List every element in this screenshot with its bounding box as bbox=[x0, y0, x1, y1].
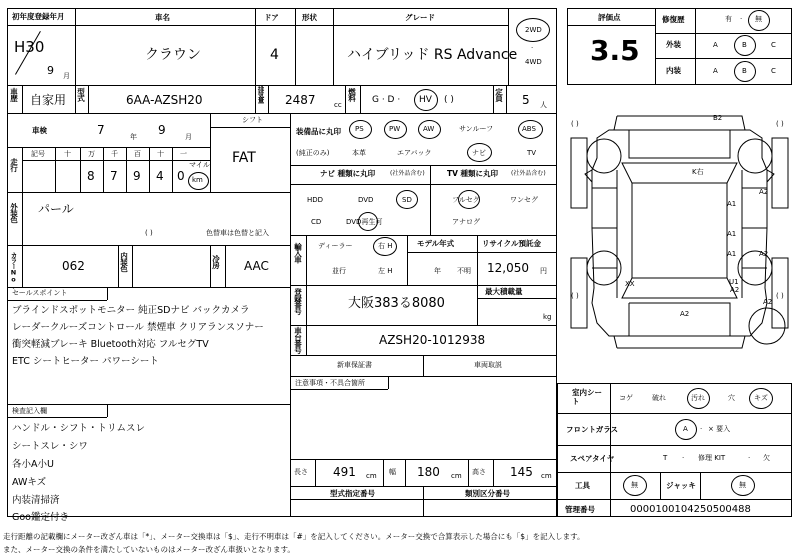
interior-label: 室内シート bbox=[572, 388, 602, 406]
disp-unit: cc bbox=[334, 101, 342, 109]
interior-yabure: 破れ bbox=[652, 394, 666, 402]
model-year-unit: 年 bbox=[434, 267, 441, 275]
ac: AAC bbox=[244, 259, 269, 273]
digit-3: 4 bbox=[156, 169, 164, 183]
wid-label: 幅 bbox=[389, 468, 396, 476]
mileage-label: 走行 bbox=[9, 158, 19, 171]
digit-2: 9 bbox=[133, 169, 141, 183]
dmg-xx: XX bbox=[625, 280, 635, 288]
navi-sub: (社外品含む) bbox=[390, 170, 425, 177]
mileage-sym-label: 記号 bbox=[31, 150, 45, 158]
equip-aw: AW bbox=[423, 125, 435, 133]
equip-leather: 本革 bbox=[352, 149, 366, 157]
interior-ana: 穴 bbox=[728, 394, 735, 402]
reg-label: 初年度登録年月 bbox=[12, 12, 65, 21]
repair-label: 修復歴 bbox=[662, 15, 685, 24]
spare-none: 欠 bbox=[763, 454, 770, 462]
recycle-label: リサイクル預託金 bbox=[482, 239, 541, 248]
doc-manual: 車両取説 bbox=[474, 361, 502, 369]
inspector-line-0: ハンドル・シフト・トリムスレ bbox=[12, 423, 146, 434]
inspection-year: 7 bbox=[97, 123, 105, 137]
windshield-label: フロントガラス bbox=[566, 425, 619, 434]
interior-yogore: 汚れ bbox=[691, 394, 705, 402]
navi-cd: CD bbox=[311, 218, 322, 226]
recycle-unit: 円 bbox=[540, 267, 547, 275]
inspector-line-2: 各小A小U bbox=[12, 459, 54, 470]
shape-label: 形状 bbox=[302, 13, 317, 22]
fuel-paren: ( ) bbox=[444, 95, 454, 105]
reg-era: H30 bbox=[14, 38, 45, 56]
diag-paren-3: ( ) bbox=[571, 292, 579, 300]
drive-2wd: 2WD bbox=[525, 26, 542, 34]
tv-fullseg: フルセグ bbox=[452, 196, 480, 204]
disp-label: 排気量 bbox=[256, 86, 265, 103]
disp: 2487 bbox=[285, 93, 316, 107]
dmg-a1-2: A1 bbox=[727, 230, 737, 238]
repair-yes: 有 bbox=[725, 15, 732, 23]
import-lh: 左 H bbox=[378, 267, 393, 275]
color-label: 外装色 bbox=[9, 203, 19, 223]
class-no-label: 類別区分番号 bbox=[465, 489, 510, 498]
ext-c: C bbox=[771, 41, 776, 49]
door-label: ドア bbox=[264, 13, 279, 22]
jack-value: 無 bbox=[739, 481, 746, 489]
dmg-a2-2: A2 bbox=[759, 250, 769, 258]
diag-paren-4: ( ) bbox=[776, 292, 784, 300]
load-unit: kg bbox=[543, 313, 552, 321]
shift-value: FAT bbox=[232, 150, 256, 166]
car-damage-diagram bbox=[567, 108, 792, 378]
windshield-x: × 要入 bbox=[708, 425, 731, 433]
reg-month: 9 bbox=[47, 64, 54, 77]
sales-line-3: ETC シートヒーター パワーシート bbox=[12, 356, 159, 367]
place-3: 百 bbox=[134, 150, 141, 158]
tools-label: 工具 bbox=[575, 481, 590, 490]
tv-oneseg: ワンセグ bbox=[510, 196, 538, 204]
drive-4wd: 4WD bbox=[525, 58, 542, 66]
windshield-dot: · bbox=[700, 425, 703, 433]
sales-line-0: ブラインドスポットモニター 純正SDナビ バックカメラ bbox=[12, 305, 250, 316]
grade-value: 3.5 bbox=[590, 34, 640, 67]
spare-dot2: · bbox=[748, 454, 751, 462]
color-value: パール bbox=[38, 202, 74, 216]
windshield-a: A bbox=[683, 425, 688, 433]
inspector-line-3: AWキズ bbox=[12, 477, 47, 488]
navi-dvdplay: DVD再生可 bbox=[346, 218, 383, 226]
jack-label: ジャッキ bbox=[666, 481, 696, 490]
auction-sheet: 初年度登録年月 H30 9 月 車名 クラウン ドア 4 形状 グレード ハイブリッド RS Advance 2WD · 4WD 車歴 自家用 型式 6AA-AZSH20 排気量 2487 cc 燃料 G · D · HV ( ) 定員 5 人 車検 7 年 9 月 シフト FAT 走行 記号 十 万 千 百 十 一 8 7 9 4 0 マイル km 外装色 パール ( ) 色替車は色替と記入 カラーNo. 062 内装色 冷房 AAC セールスポイント ブラインドスポットモニター 純正SDナビ バックカメラ レーダークルーズコントロール 禁煙車 クリアランスソナー 衝突軽減ブレーキ Bluetooth対応 フルセグTV ETC シートヒーター パワーシート 検査記入欄 ハンドル・シフト・トリムスレ シートスレ・シワ 各小A小U AWキズ 内装清掃済 Goo鑑定付き 装備品に丸印 (純正のみ) PS PW AW サンルーフ ABS 本革 エアバック ナビ TV ナビ 種類に丸印 (社外品含む) HDD DVD SD CD DVD再生可 TV 種類に丸印 (社外品含む) フルセグ ワンセグ アナログ 輸入車 ディーラー 並行 右 H 左 H モデル年式 年 不明 リサイクル預託金 12,050 円 登録番号 大阪383る8080 最大積載量 kg 車台番号 AZSH20-1012938 新車保証書 車両取説 注意事項・不具合箇所 長さ 491 cm 幅 180 cm 高さ 145 cm 型式指定番号 類別区分番号 評価点 3.5 修復歴 有 · 無 外装 A B C 内装 A B C B2 A2 A1 A1 A1 A2 A2 XX U1 A2 A2 K右 ( ) ( ) ( ) ( ) 室内シート コゲ 破れ 汚れ 穴 キズ フロントガラス A · × 要入 スペアタイヤ T · 修理 KIT · 欠 工具 無 ジャッキ 無 管理番号 0000100104250500488 走行距離の記載欄にメーター改ざん車は「*」、メーター交換車は「$」、走行不明車は「#」を記入してください。メーター交換で合算表示した場合にも「$」を記入します。 また、メーター交換の条件を満たしていないものはメーター改ざん車扱いとなります。 bbox=[0, 0, 800, 557]
equip-sunroof: サンルーフ bbox=[459, 125, 494, 133]
dmg-k: K右 bbox=[692, 168, 704, 176]
spare-t: T bbox=[663, 454, 668, 462]
recycle-value: 12,050 bbox=[487, 261, 529, 275]
footer-line-1: 走行距離の記載欄にメーター改ざん車は「*」、メーター交換車は「$」、走行不明車は「#」を記入してください。メーター交換で合算表示した場合にも「$」を記入します。 bbox=[3, 532, 585, 541]
use: 自家用 bbox=[30, 93, 67, 107]
equip-pw: PW bbox=[389, 125, 401, 133]
navi-hdd: HDD bbox=[307, 196, 324, 204]
equip-label: 装備品に丸印 bbox=[296, 127, 341, 136]
model-label: 型式 bbox=[76, 88, 86, 101]
inspection-month: 9 bbox=[158, 123, 166, 137]
place-1: 万 bbox=[88, 150, 95, 158]
digit-1: 7 bbox=[110, 169, 118, 183]
mgmt-label: 管理番号 bbox=[565, 505, 595, 514]
int-label: 内装 bbox=[666, 66, 681, 75]
interior-kizu: キズ bbox=[754, 394, 768, 402]
car-name-label: 車名 bbox=[155, 13, 170, 22]
cap: 5 bbox=[522, 93, 530, 107]
wid-unit: cm bbox=[451, 472, 462, 480]
len-label: 長さ bbox=[294, 468, 308, 476]
ac-label: 冷房 bbox=[211, 255, 221, 268]
equip-sub: (純正のみ) bbox=[296, 149, 330, 157]
equip-abs: ABS bbox=[522, 125, 536, 133]
diag-paren-2: ( ) bbox=[776, 120, 784, 128]
inspector-label: 検査記入欄 bbox=[12, 407, 47, 415]
place-5: 一 bbox=[180, 150, 187, 158]
chassis-value: AZSH20-1012938 bbox=[379, 333, 486, 347]
dmg-b2: B2 bbox=[713, 114, 723, 122]
place-2: 千 bbox=[111, 150, 118, 158]
hgt-unit: cm bbox=[541, 472, 552, 480]
dmg-a1-1: A1 bbox=[727, 200, 737, 208]
unit-mile: マイル bbox=[189, 161, 210, 169]
grade-label: グレード bbox=[405, 13, 435, 22]
fuel-label: 燃料 bbox=[347, 88, 357, 101]
inspection-year-unit: 年 bbox=[130, 133, 137, 141]
ext-b: B bbox=[742, 41, 747, 49]
dmg-a2-4: A2 bbox=[680, 310, 690, 318]
inspector-line-5: Goo鑑定付き bbox=[12, 512, 69, 523]
type-no-label: 型式指定番号 bbox=[330, 489, 375, 498]
sales-label: セールスポイント bbox=[12, 289, 68, 297]
inspection-month-unit: 月 bbox=[185, 133, 192, 141]
digit-0: 8 bbox=[87, 169, 95, 183]
ext-a: A bbox=[713, 41, 718, 49]
grade-name: ハイブリッド RS Advance bbox=[347, 47, 518, 63]
fuel-hv: HV bbox=[419, 95, 432, 105]
dmg-a2-3: A2 bbox=[730, 286, 740, 294]
import-dealer: ディーラー bbox=[318, 242, 353, 250]
color-no-label: カラーNo. bbox=[9, 252, 18, 290]
cap-unit: 人 bbox=[540, 101, 547, 109]
model-year-label: モデル年式 bbox=[417, 239, 455, 248]
shift-label: シフト bbox=[242, 116, 263, 124]
import-parallel: 並行 bbox=[332, 267, 346, 275]
wid: 180 bbox=[417, 465, 440, 479]
inspection-label: 車検 bbox=[32, 126, 47, 135]
int-a: A bbox=[713, 67, 718, 75]
ext-label: 外装 bbox=[666, 40, 681, 49]
spare-label: スペアタイヤ bbox=[570, 454, 615, 463]
inspector-line-4: 内装清掃済 bbox=[12, 495, 60, 506]
cap-label: 定員 bbox=[494, 88, 504, 101]
diag-paren-1: ( ) bbox=[571, 120, 579, 128]
fuel-opts: G · D · bbox=[372, 95, 401, 105]
dmg-a2-5: A2 bbox=[763, 298, 773, 306]
tv-analog: アナログ bbox=[452, 218, 480, 226]
doc-warranty: 新車保証書 bbox=[337, 361, 372, 369]
equip-airbag: エアバック bbox=[397, 149, 432, 157]
dmg-a1-3: A1 bbox=[727, 250, 737, 258]
inspector-line-1: シートスレ・シワ bbox=[12, 441, 88, 452]
tv-sub: (社外品含む) bbox=[511, 170, 546, 177]
len: 491 bbox=[333, 465, 356, 479]
sales-line-2: 衝突軽減ブレーキ Bluetooth対応 フルセグTV bbox=[12, 339, 209, 350]
hgt: 145 bbox=[510, 465, 533, 479]
model-year-unknown: 不明 bbox=[457, 267, 471, 275]
notes-label: 注意事項・不具合箇所 bbox=[295, 379, 365, 387]
navi-label: ナビ 種類に丸印 bbox=[320, 169, 376, 178]
doors: 4 bbox=[270, 47, 279, 63]
equip-ps: PS bbox=[355, 125, 364, 133]
load-label: 最大積載量 bbox=[485, 287, 523, 296]
sales-line-1: レーダークルーズコントロール 禁煙車 クリアランスソナー bbox=[12, 322, 264, 333]
hgt-label: 高さ bbox=[472, 468, 486, 476]
place-4: 十 bbox=[157, 150, 164, 158]
int-b: B bbox=[742, 67, 747, 75]
equip-tv: TV bbox=[527, 149, 537, 157]
equip-navi: ナビ bbox=[472, 149, 486, 157]
navi-dvd: DVD bbox=[358, 196, 374, 204]
spare-kit: 修理 KIT bbox=[698, 454, 726, 462]
place-0: 十 bbox=[64, 150, 71, 158]
navi-sd: SD bbox=[402, 196, 412, 204]
car-name: クラウン bbox=[145, 47, 201, 63]
len-unit: cm bbox=[366, 472, 377, 480]
grade-label: 評価点 bbox=[598, 13, 621, 22]
interior-koge: コゲ bbox=[619, 394, 633, 402]
use-label: 車歴 bbox=[9, 88, 19, 101]
import-rh: 右 H bbox=[378, 242, 393, 250]
tools-value: 無 bbox=[631, 481, 638, 489]
int-color-label: 内装色 bbox=[119, 252, 129, 272]
repair-none: 無 bbox=[755, 15, 762, 23]
model: 6AA-AZSH20 bbox=[126, 93, 203, 107]
color-no: 062 bbox=[62, 259, 85, 273]
unit-km: km bbox=[192, 176, 203, 184]
dmg-u1: U1 bbox=[729, 278, 739, 286]
dmg-a2-1: A2 bbox=[759, 188, 769, 196]
tv-label: TV 種類に丸印 bbox=[447, 169, 499, 178]
color-paren: ( ) bbox=[145, 229, 153, 237]
mgmt-value: 0000100104250500488 bbox=[630, 504, 751, 515]
digit-4: 0 bbox=[177, 169, 185, 183]
plate-value: 大阪383る8080 bbox=[348, 296, 445, 311]
int-c: C bbox=[771, 67, 776, 75]
import-label: 輸入車 bbox=[293, 243, 303, 263]
spare-dot: · bbox=[682, 454, 685, 462]
chassis-label: 車台番号 bbox=[293, 327, 303, 353]
footer-line-2: また、メーター交換の条件を満たしていないものはメーター改ざん車扱いとなります。 bbox=[3, 545, 295, 554]
plate-label: 登録番号 bbox=[293, 288, 303, 314]
color-note: 色替車は色替と記入 bbox=[206, 229, 269, 237]
reg-month-unit: 月 bbox=[63, 72, 70, 80]
